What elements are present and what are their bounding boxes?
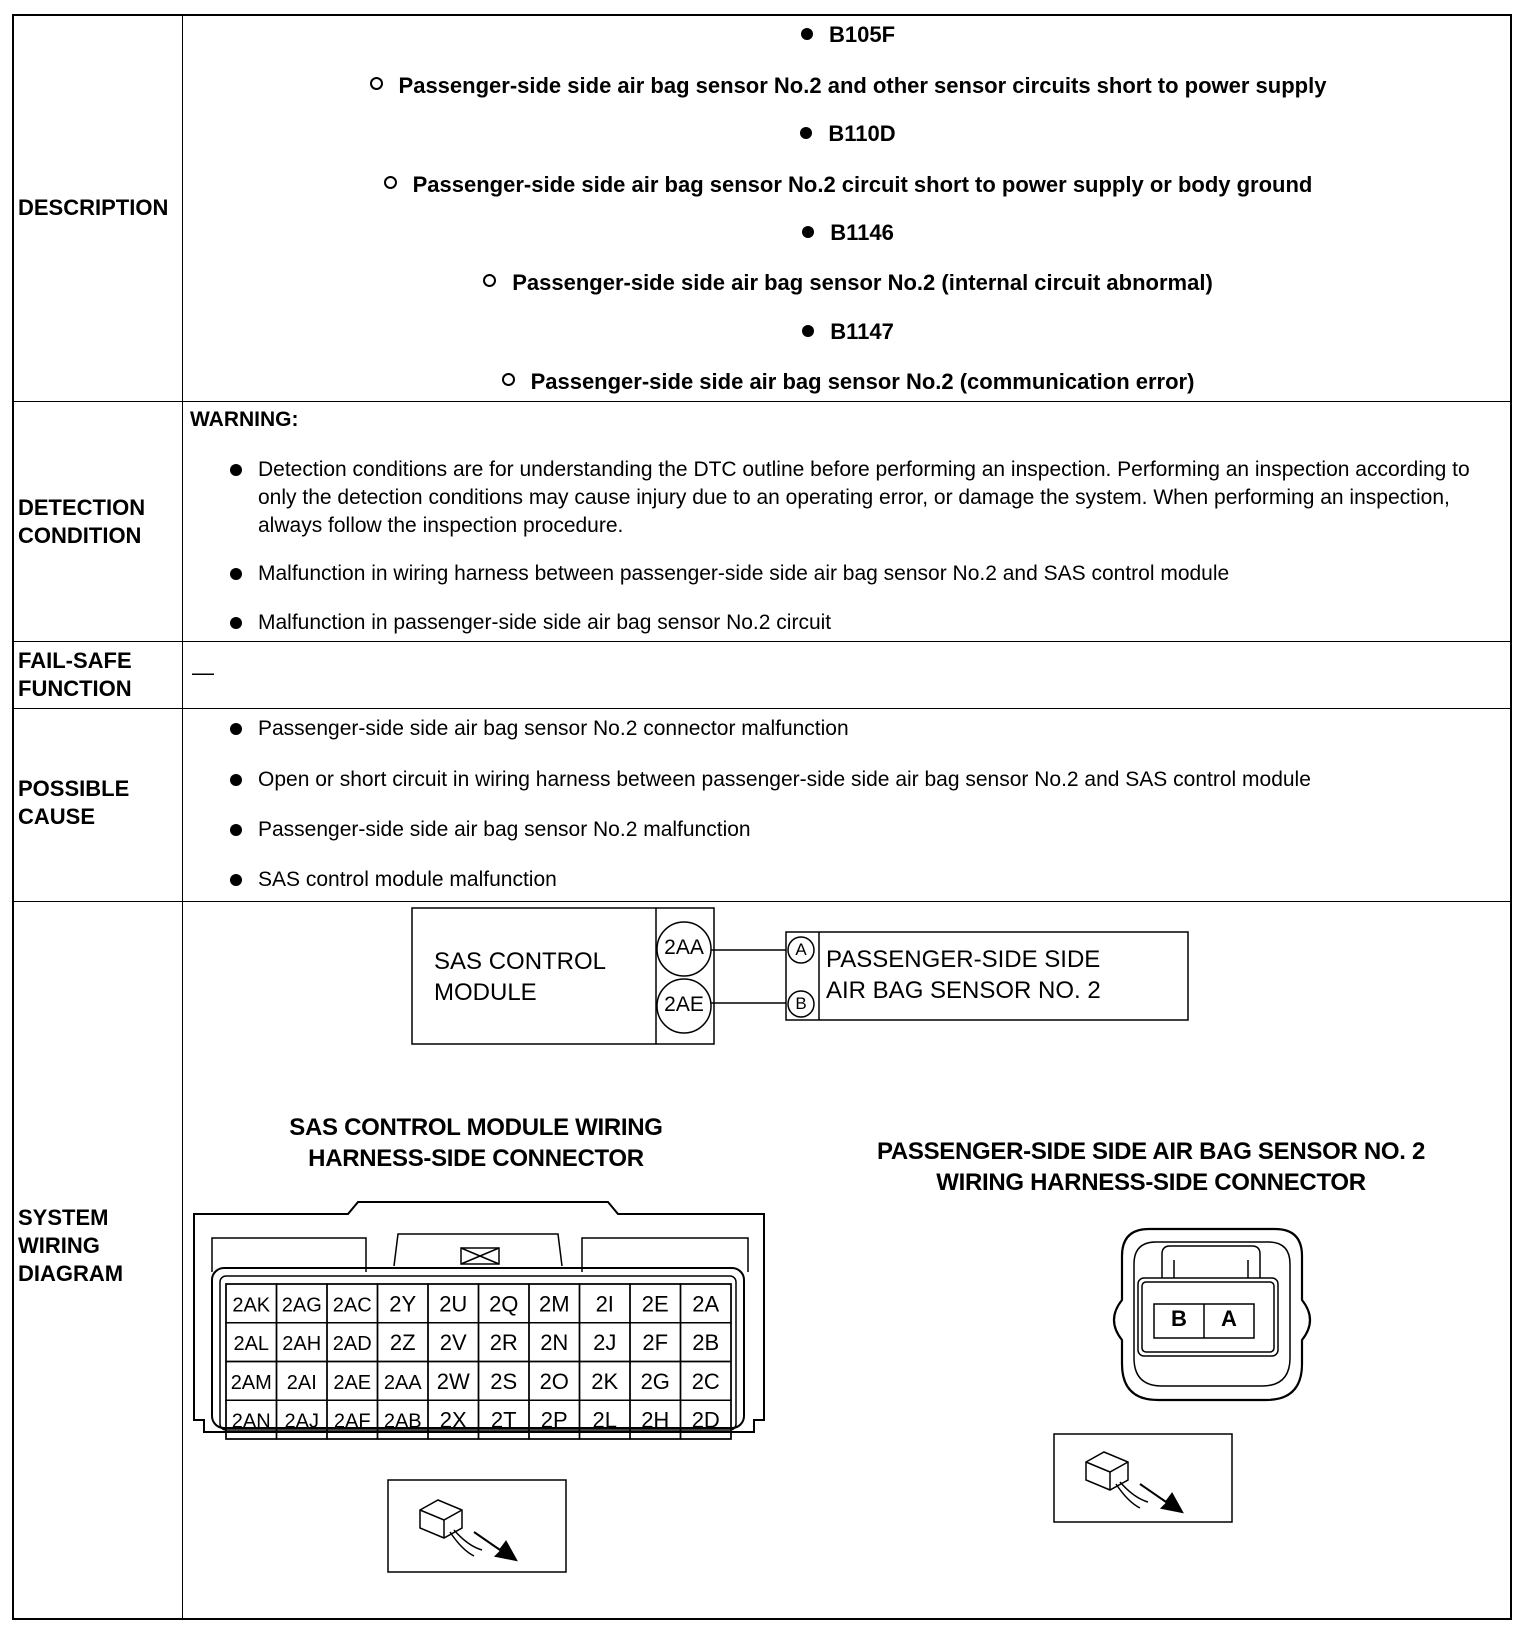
sensor-label: PASSENGER-SIDE SIDE AIR BAG SENSOR NO. 2 bbox=[826, 946, 1101, 1004]
sas-pin-label: 2AH bbox=[282, 1333, 322, 1356]
ring-bullet-icon bbox=[370, 77, 383, 90]
sas-pin-label: 2J bbox=[593, 1330, 617, 1356]
sas-pin-label: 2X bbox=[439, 1407, 467, 1433]
dtc-code: B110D bbox=[186, 120, 1510, 148]
connector-view-icon bbox=[1086, 1452, 1182, 1512]
sas-pin-label: 2K bbox=[591, 1368, 619, 1394]
sas-pin-label: 2O bbox=[539, 1368, 569, 1394]
ring-bullet-icon bbox=[384, 176, 397, 189]
sas-pin-label: 2S bbox=[490, 1368, 518, 1394]
service-table bbox=[12, 14, 1512, 1620]
sas-pin-label: 2L bbox=[592, 1407, 617, 1433]
sensor-connector-title: PASSENGER-SIDE SIDE AIR BAG SENSOR NO. 2 WIRING HARNESS-SIDE CONNECTOR bbox=[876, 1138, 1426, 1196]
bullet-icon bbox=[230, 874, 242, 886]
cause-item: Open or short circuit in wiring harness between passenger-side side air bag sensor No.2 and SAS control module bbox=[230, 766, 1470, 794]
detection-row bbox=[14, 402, 1510, 642]
failsafe-content bbox=[186, 642, 1510, 708]
sas-pin-label: 2AC bbox=[332, 1294, 372, 1317]
bullet-icon bbox=[230, 723, 242, 735]
wiring-row bbox=[14, 902, 1510, 1618]
dtc-code: B105F bbox=[186, 21, 1510, 49]
bullet-icon bbox=[230, 774, 242, 786]
sas-pin-label: 2G bbox=[640, 1368, 670, 1394]
description-label: DESCRIPTION bbox=[18, 195, 169, 220]
sas-pin-label: 2AB bbox=[383, 1410, 422, 1433]
connector-view-icon bbox=[420, 1500, 516, 1560]
cause-row bbox=[14, 709, 1510, 902]
sas-pin-label: 2R bbox=[489, 1330, 518, 1356]
bullet-icon bbox=[802, 325, 814, 337]
dtc-detail: Passenger-side side air bag sensor No.2 (communication error) bbox=[186, 368, 1510, 396]
ring-bullet-icon bbox=[483, 274, 496, 287]
dtc-code: B1147 bbox=[186, 318, 1510, 346]
sas-pin-label: 2A bbox=[692, 1291, 720, 1317]
sas-pin-label: 2Q bbox=[489, 1291, 519, 1317]
sas-pin-label: 2AL bbox=[233, 1333, 270, 1356]
sas-connector-title: SAS CONTROL MODULE WIRING HARNESS-SIDE CONNECTOR bbox=[289, 1114, 663, 1172]
sas-pin-label: 2N bbox=[540, 1330, 569, 1356]
description-content bbox=[186, 16, 1510, 401]
warning-title: WARNING: bbox=[190, 408, 299, 431]
sas-pin-label: 2AG bbox=[281, 1294, 322, 1317]
sas-pin-label: 2AN bbox=[231, 1410, 271, 1433]
sas-pin-label: 2AE bbox=[333, 1371, 372, 1394]
sas-pin-label: 2Y bbox=[389, 1291, 417, 1317]
failsafe-label: FAIL-SAFE FUNCTION bbox=[18, 648, 132, 701]
sas-pin-label: 2V bbox=[439, 1330, 467, 1356]
pin-b-label: B bbox=[795, 994, 807, 1013]
bullet-icon bbox=[230, 617, 242, 629]
sas-pin-label: 2C bbox=[691, 1368, 720, 1394]
sas-pin-label: 2F bbox=[642, 1330, 669, 1356]
sas-pin-label: 2AF bbox=[333, 1410, 371, 1433]
sas-pin-label: 2AI bbox=[286, 1371, 317, 1394]
sas-pin-label: 2I bbox=[595, 1291, 614, 1317]
pin-2ae-label: 2AE bbox=[664, 993, 704, 1016]
sas-pin-label: 2P bbox=[540, 1407, 568, 1433]
pin-2aa-label: 2AA bbox=[664, 936, 704, 959]
sensor-pin-a: A bbox=[1221, 1306, 1237, 1331]
failsafe-row bbox=[14, 642, 1510, 709]
sas-pin-label: 2AJ bbox=[284, 1410, 319, 1433]
bullet-icon bbox=[230, 568, 242, 580]
sensor-pin-b: B bbox=[1171, 1306, 1187, 1331]
detection-label: DETECTION CONDITION bbox=[18, 495, 146, 548]
sas-pin-label: 2AD bbox=[332, 1333, 372, 1356]
detection-item: Malfunction in passenger-side side air bag sensor No.2 circuit bbox=[230, 609, 1470, 637]
dtc-detail: Passenger-side side air bag sensor No.2 (internal circuit abnormal) bbox=[186, 269, 1510, 297]
bullet-icon bbox=[230, 464, 242, 476]
wiring-label: SYSTEM WIRING DIAGRAM bbox=[18, 1205, 124, 1286]
detection-content bbox=[186, 402, 1510, 641]
sas-pin-label: 2D bbox=[691, 1407, 720, 1433]
wiring-schematic bbox=[186, 902, 1510, 1618]
sas-pin-label: 2U bbox=[439, 1291, 468, 1317]
cause-item: Passenger-side side air bag sensor No.2 malfunction bbox=[230, 816, 1470, 844]
sas-pin-label: 2T bbox=[490, 1407, 517, 1433]
sas-pin-label: 2AM bbox=[230, 1371, 272, 1394]
cause-item: Passenger-side side air bag sensor No.2 connector malfunction bbox=[230, 715, 1470, 743]
detection-item: Malfunction in wiring harness between passenger-side side air bag sensor No.2 and SAS control module bbox=[230, 560, 1470, 588]
pin-a-label: A bbox=[795, 940, 807, 959]
dtc-detail: Passenger-side side air bag sensor No.2 and other sensor circuits short to power supply bbox=[186, 72, 1510, 100]
sas-pin-label: 2AA bbox=[383, 1371, 422, 1394]
bullet-icon bbox=[230, 824, 242, 836]
sas-pin-label: 2AK bbox=[232, 1294, 271, 1317]
dtc-code: B1146 bbox=[186, 219, 1510, 247]
cause-content bbox=[186, 709, 1510, 901]
cause-label: POSSIBLE CAUSE bbox=[18, 776, 130, 829]
bullet-icon bbox=[800, 127, 812, 139]
ring-bullet-icon bbox=[502, 373, 515, 386]
description-row bbox=[14, 16, 1510, 402]
cause-item: SAS control module malfunction bbox=[230, 866, 1470, 894]
sas-pin-label: 2E bbox=[641, 1291, 669, 1317]
sas-pin-label: 2H bbox=[641, 1407, 670, 1433]
module-label: SAS CONTROL MODULE bbox=[434, 948, 607, 1006]
wiring-content bbox=[186, 902, 1510, 1618]
bullet-icon bbox=[802, 226, 814, 238]
failsafe-value: — bbox=[192, 660, 214, 685]
sas-pin-label: 2W bbox=[436, 1368, 470, 1394]
sas-pin-label: 2B bbox=[692, 1330, 720, 1356]
dtc-detail: Passenger-side side air bag sensor No.2 circuit short to power supply or body ground bbox=[186, 171, 1510, 199]
sas-pin-label: 2Z bbox=[389, 1330, 416, 1356]
sas-connector-grid bbox=[226, 1284, 731, 1439]
detection-item: Detection conditions are for understanding the DTC outline before performing an inspection. Performing an inspection according to only the detection conditions may cause injury due to an operating error, or damage the system. When performing an inspection, always follow the inspection procedure. bbox=[230, 456, 1470, 540]
sas-pin-label: 2M bbox=[538, 1291, 570, 1317]
bullet-icon bbox=[801, 28, 813, 40]
